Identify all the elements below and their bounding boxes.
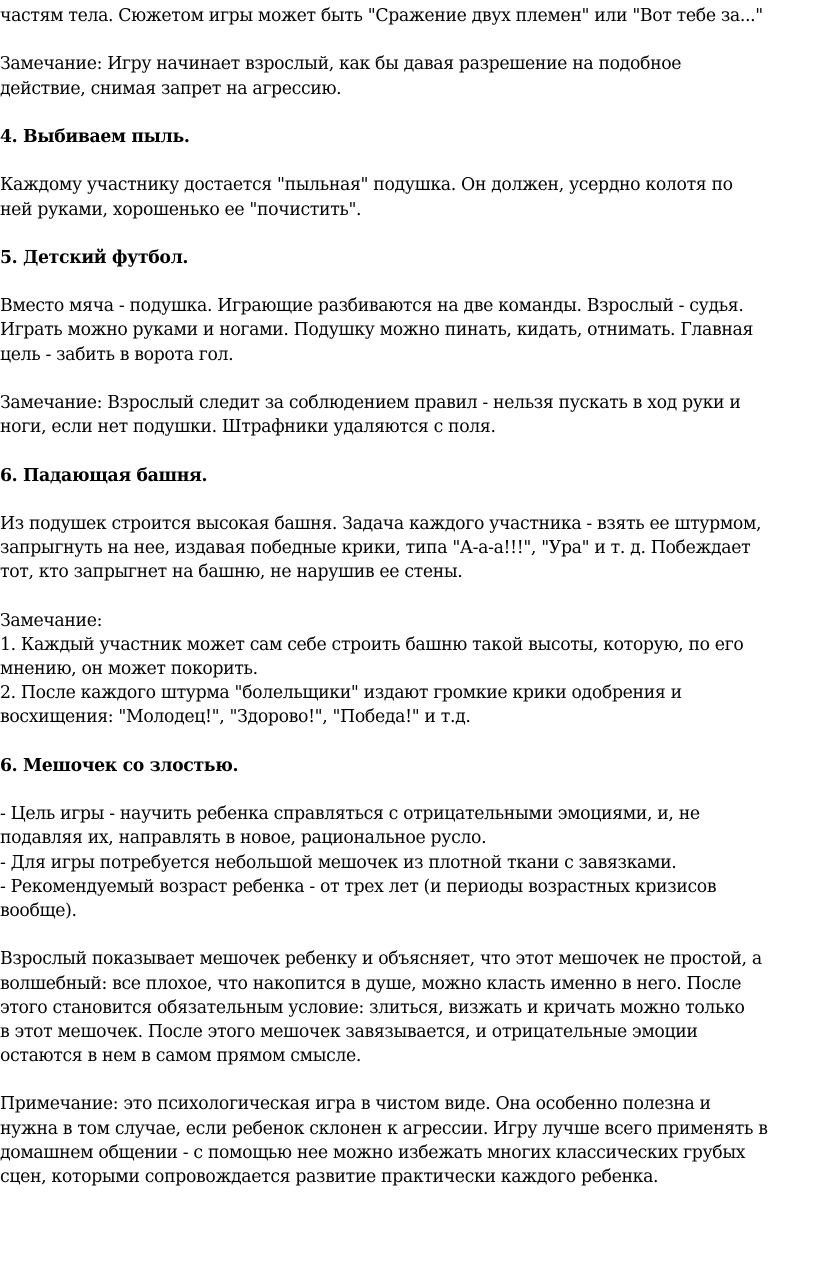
text-line: Взрослый показывает мешочек ребенку и объясняет, что этот мешочек не простой, а [0,949,762,970]
text-line: - Для игры потребуется небольшой мешочек из плотной ткани с завязками. [0,852,677,873]
blank-line [0,28,816,52]
blank-line [0,730,816,754]
text-line: Замечание: Игру начинает взрослый, как бы давая разрешение на подобное [0,54,682,75]
text-line: сцен, которыми сопровождается развитие практически каждого ребенка. [0,1167,659,1187]
blank-line [0,778,816,802]
text-line: подавляя их, направлять в новое, рациональное русло. [0,828,487,849]
text-line: Примечание: это психологическая игра в чистом виде. Она особенно полезна и [0,1094,711,1115]
text-line: Замечание: [0,610,103,631]
text-line: в этот мешочек. После этого мешочек завязывается, и отрицательные эмоции [0,1021,698,1042]
text-line: частям тела. Сюжетом игры может быть "Сражение двух племен" или "Вот тебе за..." [0,6,763,26]
text-line: волшебный: все плохое, что накопится в душе, можно класть именно в него. После [0,973,742,994]
blank-line [0,585,816,609]
text-line: мнению, он может покорить. [0,659,258,680]
blank-line [0,488,816,512]
text-line: цель - забить в ворота гол. [0,344,234,365]
section-heading: 5. Детский футбол. [0,247,189,268]
text-line: Играть можно руками и ногами. Подушку можно пинать, кидать, отнимать. Главная [0,320,754,341]
text-line: этого становится обязательным условие: злиться, визжать и кричать можно только [0,997,745,1018]
text-line: остаются в нем в самом прямом смысле. [0,1046,362,1067]
blank-line [0,149,816,173]
text-line: нужна в том случае, если ребенок склонен к агрессии. Игру лучше всего применять в [0,1118,768,1139]
text-line: Вместо мяча - подушка. Играющие разбиваются на две команды. Взрослый - судья. [0,296,744,317]
blank-line [0,439,816,463]
blank-line [0,923,816,947]
section-heading: 6. Падающая башня. [0,465,208,486]
text-line: 2. После каждого штурма "болельщики" издают громкие крики одобрения и [0,683,682,704]
text-line: домашнем общении - с помощью нее можно избежать многих классических грубых [0,1142,746,1163]
blank-line [0,101,816,125]
blank-line [0,270,816,294]
text-line: Из подушек строится высокая башня. Задача каждого участника - взять ее штурмом, [0,513,762,534]
text-line: ней руками, хорошенько ее "почистить". [0,199,362,220]
text-line: тот, кто запрыгнет на башню, не нарушив ее стены. [0,562,463,583]
text-line: - Рекомендуемый возраст ребенка - от трех лет (и периоды возрастных кризисов [0,876,717,897]
text-line: ноги, если нет подушки. Штрафники удаляются с поля. [0,417,496,438]
blank-line [0,222,816,246]
text-line: запрыгнуть на нее, издавая победные крики, типа "А-а-а!!!", "Ура" и т. д. Побеждает [0,538,751,559]
text-line: восхищения: "Молодец!", "Здорово!", "Победа!" и т.д. [0,707,471,728]
section-heading: 4. Выбиваем пыль. [0,126,190,147]
text-line: действие, снимая запрет на агрессию. [0,78,342,99]
blank-line [0,1068,816,1092]
text-line: вообще). [0,900,77,921]
section-heading: 6. Мешочек со злостью. [0,755,239,776]
text-line: Каждому участнику достается "пыльная" подушка. Он должен, усердно колотя по [0,175,733,196]
blank-line [0,367,816,391]
text-line: - Цель игры - научить ребенка справляться с отрицательными эмоциями, и, не [0,804,700,825]
text-line: 1. Каждый участник может сам себе строить башню такой высоты, которую, по его [0,634,744,655]
text-line: Замечание: Взрослый следит за соблюдением правил - нельзя пускать в ход руки и [0,393,741,413]
